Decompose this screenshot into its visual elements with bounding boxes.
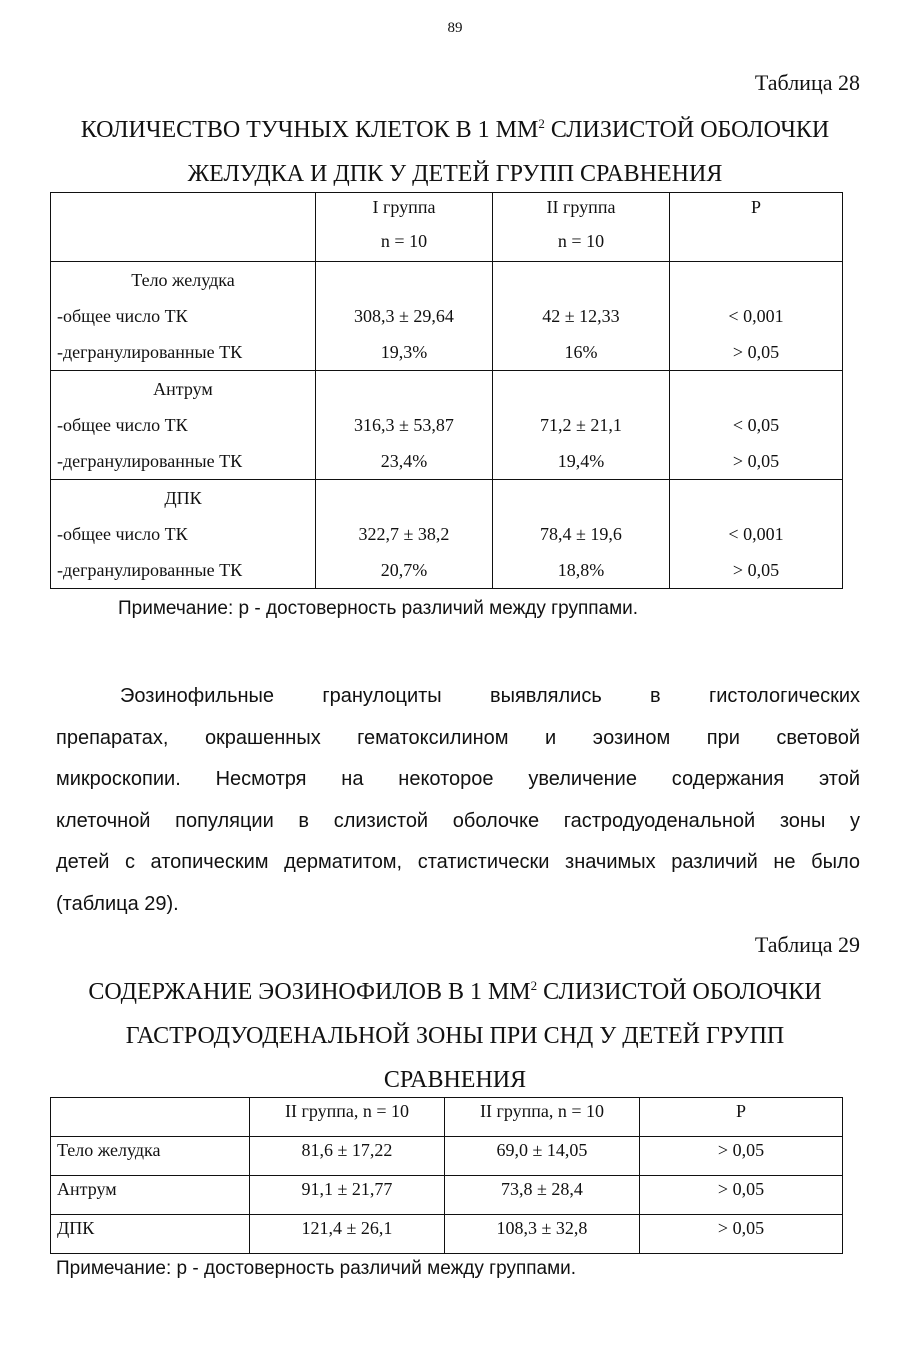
value: 16% [564, 342, 598, 362]
table-28-title [40, 102, 870, 196]
table-header-row [51, 1098, 843, 1137]
table-28-title-part2: СЛИЗИСТОЙ ОБОЛОЧКИ [550, 117, 830, 143]
header-p-label: P [750, 197, 761, 217]
value: 69,0 ± 14,05 [445, 1137, 640, 1176]
table-29-title-line3: СРАВНЕНИЯ [383, 1067, 527, 1093]
paragraph-line: детей с атопическим дерматитом, статистически значимых различий не было [56, 851, 860, 873]
table-28-label: Таблица 28 [754, 70, 860, 95]
superscript: 2 [538, 116, 545, 131]
header-group1-cell [316, 193, 493, 262]
paragraph-line: Эозинофильные гранулоциты выявлялись в гистологических [120, 685, 860, 707]
header-group1-n: n = 10 [380, 231, 428, 251]
value: 108,3 ± 32,8 [445, 1215, 640, 1254]
p-value: > 0,05 [732, 451, 780, 471]
p-value: > 0,05 [640, 1215, 843, 1254]
p-value: > 0,05 [640, 1137, 843, 1176]
table-row [51, 480, 843, 589]
group1-values-cell [316, 371, 493, 480]
row-label: ДПК [51, 1215, 250, 1254]
header-group2-cell [493, 193, 670, 262]
header-empty-cell [51, 193, 316, 262]
row-label: -дегранулированные ТК [57, 560, 243, 580]
header-empty-cell [51, 1098, 250, 1137]
group2-values-cell [493, 480, 670, 589]
table-29-label: Таблица 29 [754, 932, 860, 957]
table-29-title-part2: СЛИЗИСТОЙ ОБОЛОЧКИ [543, 979, 822, 1005]
p-value: > 0,05 [732, 342, 780, 362]
group2-values-cell [493, 371, 670, 480]
table-28-note: Примечание: р - достоверность различий между группами. [118, 598, 639, 619]
p-values-cell [670, 262, 843, 371]
group1-values-cell [316, 480, 493, 589]
value: 20,7% [380, 560, 428, 580]
value: 322,7 ± 38,2 [358, 524, 450, 544]
page-number: 89 [447, 20, 463, 36]
value: 73,8 ± 28,4 [445, 1176, 640, 1215]
value: 121,4 ± 26,1 [250, 1215, 445, 1254]
header-group2-name: II группа [546, 197, 616, 217]
header-group2-cell: II группа, n = 10 [445, 1098, 640, 1137]
p-values-cell [670, 371, 843, 480]
table-28-title-part1: КОЛИЧЕСТВО ТУЧНЫХ КЛЕТОК В 1 ММ [80, 117, 539, 143]
value: 19,4% [557, 451, 605, 471]
p-value: < 0,001 [728, 306, 784, 326]
table-29-title-line2: ГАСТРОДУОДЕНАЛЬНОЙ ЗОНЫ ПРИ СНД У ДЕТЕЙ ГРУПП [125, 1023, 785, 1049]
group-name: Антрум [153, 379, 213, 399]
header-group2-n: n = 10 [557, 231, 605, 251]
value: 78,4 ± 19,6 [540, 524, 622, 544]
value: 81,6 ± 17,22 [250, 1137, 445, 1176]
group-name: Тело желудка [131, 270, 235, 290]
p-value: > 0,05 [640, 1176, 843, 1215]
value: 71,2 ± 21,1 [540, 415, 622, 435]
row-label: -дегранулированные ТК [57, 451, 243, 471]
header-p-cell [670, 193, 843, 262]
paragraph-line: клеточной популяции в слизистой оболочке гастродуоденальной зоны у [56, 809, 860, 832]
value: 308,3 ± 29,64 [354, 306, 454, 326]
table-29-note: Примечание: р - достоверность различий между группами. [56, 1258, 577, 1279]
body-paragraph [56, 676, 860, 925]
row-label: -общее число ТК [57, 415, 188, 435]
table-row [51, 1215, 843, 1254]
paragraph-line: микроскопии. Несмотря на некоторое увеличение содержания этой [56, 768, 860, 790]
table-29-title-part1: СОДЕРЖАНИЕ ЭОЗИНОФИЛОВ В 1 ММ [88, 979, 531, 1005]
group2-values-cell [493, 262, 670, 371]
row-label: Тело желудка [51, 1137, 250, 1176]
p-value: < 0,05 [732, 415, 780, 435]
p-values-cell [670, 480, 843, 589]
header-p-cell: P [640, 1098, 843, 1137]
value: 316,3 ± 53,87 [354, 415, 454, 435]
row-label-cell [51, 480, 316, 589]
header-group1-name: I группа [372, 197, 436, 217]
value: 19,3% [380, 342, 428, 362]
table-row [51, 371, 843, 480]
table-row [51, 1137, 843, 1176]
row-label: -общее число ТК [57, 306, 188, 326]
value: 23,4% [380, 451, 428, 471]
table-29 [50, 1097, 843, 1254]
value: 42 ± 12,33 [542, 306, 620, 326]
paragraph-line: препаратах, окрашенных гематоксилином и эозином при световой [56, 726, 860, 749]
p-value: > 0,05 [732, 560, 780, 580]
paragraph-line: (таблица 29). [56, 892, 179, 915]
value: 91,1 ± 21,77 [250, 1176, 445, 1215]
table-28 [50, 192, 843, 589]
row-label-cell [51, 262, 316, 371]
table-29-title [40, 964, 870, 1102]
superscript: 2 [530, 978, 538, 993]
table-row [51, 1176, 843, 1215]
table-row [51, 262, 843, 371]
group-name: ДПК [164, 488, 202, 508]
table-28-title-line2: ЖЕЛУДКА И ДПК У ДЕТЕЙ ГРУПП СРАВНЕНИЯ [187, 161, 723, 187]
table-header-row [51, 193, 843, 262]
group1-values-cell [316, 262, 493, 371]
row-label: Антрум [51, 1176, 250, 1215]
row-label-cell [51, 371, 316, 480]
row-label: -дегранулированные ТК [57, 342, 243, 362]
p-value: < 0,001 [728, 524, 784, 544]
header-group1-cell: II группа, n = 10 [250, 1098, 445, 1137]
value: 18,8% [557, 560, 605, 580]
row-label: -общее число ТК [57, 524, 188, 544]
